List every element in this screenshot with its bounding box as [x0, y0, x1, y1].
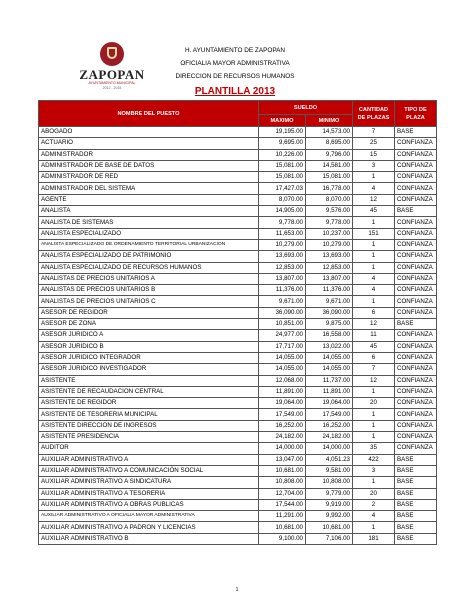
table-row: [39, 375, 437, 386]
municipal-seal-icon: [100, 42, 124, 66]
cell-puesto: ADMINISTRADOR DE RED: [39, 172, 259, 183]
table-row: [39, 228, 437, 239]
cell-puesto: ASISTENTE DIRECCION DE INGRESOS: [39, 420, 259, 431]
cell-sueldo-maximo: 9,695.00: [259, 138, 306, 149]
cell-puesto: ADMINISTRADOR DEL SISTEMA: [39, 183, 259, 194]
cell-tipo: CONFIANZA: [395, 160, 437, 171]
logo-name: ZAPOPAN: [79, 67, 145, 82]
table-row: [39, 172, 437, 183]
cell-sueldo-minimo: 9,778.00: [306, 217, 353, 228]
cell-tipo: CONFIANZA: [395, 409, 437, 420]
table-row: [39, 386, 437, 397]
table-row: [39, 522, 437, 533]
cell-puesto: AUXILIAR ADMINISTRATIVO A PADRON Y LICENCIAS: [39, 522, 259, 533]
cell-sueldo-minimo: 16,252.00: [306, 420, 353, 431]
cell-sueldo-minimo: 4,051.23: [306, 454, 353, 465]
cell-cantidad: 7: [353, 127, 395, 138]
column-header-cantidad: CANTIDAD DE PLAZAS: [353, 101, 395, 127]
header-institution: H. AYUNTAMIENTO DE ZAPOPAN: [184, 47, 285, 54]
cell-sueldo-maximo: 11,291.00: [259, 511, 306, 522]
cell-sueldo-maximo: 10,681.00: [259, 522, 306, 533]
cell-tipo: BASE: [395, 499, 437, 510]
table-row: [39, 127, 437, 138]
cell-sueldo-maximo: 14,055.00: [259, 352, 306, 363]
cell-cantidad: 1: [353, 522, 395, 533]
cell-cantidad: 422: [353, 454, 395, 465]
cell-sueldo-maximo: 36,090.00: [259, 307, 306, 318]
cell-puesto: ASESOR JURIDICO INTEGRADOR: [39, 352, 259, 363]
table-row: [39, 499, 437, 510]
cell-sueldo-maximo: 10,681.00: [259, 465, 306, 476]
cell-sueldo-minimo: 9,875.00: [306, 319, 353, 330]
cell-cantidad: 1: [353, 432, 395, 443]
cell-cantidad: 3: [353, 465, 395, 476]
table-row: [39, 285, 437, 296]
cell-cantidad: 6: [353, 352, 395, 363]
cell-tipo: CONFIANZA: [395, 296, 437, 307]
cell-tipo: CONFIANZA: [395, 149, 437, 160]
cell-tipo: CONFIANZA: [395, 386, 437, 397]
cell-puesto: ADMINISTRADOR: [39, 149, 259, 160]
table-row: [39, 319, 437, 330]
table-row: [39, 454, 437, 465]
cell-cantidad: 35: [353, 443, 395, 454]
cell-sueldo-minimo: 16,558.00: [306, 330, 353, 341]
table-row: [39, 420, 437, 431]
cell-sueldo-minimo: 9,671.00: [306, 296, 353, 307]
cell-cantidad: 151: [353, 228, 395, 239]
cell-puesto: ASISTENTE DE TESORERIA MUNICIPAL: [39, 409, 259, 420]
cell-sueldo-maximo: 11,891.00: [259, 386, 306, 397]
table-row: [39, 443, 437, 454]
cell-tipo: BASE: [395, 319, 437, 330]
cell-sueldo-maximo: 17,544.00: [259, 499, 306, 510]
cell-sueldo-minimo: 14,573.00: [306, 127, 353, 138]
cell-sueldo-minimo: 10,681.00: [306, 522, 353, 533]
cell-puesto: ASESOR JURIDICO A: [39, 330, 259, 341]
cell-puesto: ACTUARIO: [39, 138, 259, 149]
cell-puesto: ASESOR DE ZONA: [39, 319, 259, 330]
cell-puesto: ASESOR JURIDICO INVESTIGADOR: [39, 364, 259, 375]
cell-sueldo-maximo: 11,376.00: [259, 285, 306, 296]
cell-puesto: AUXILIAR ADMINISTRATIVO A COMUNICACIÓN SOCIAL: [39, 465, 259, 476]
table-row: [39, 511, 437, 522]
table-row: [39, 533, 437, 544]
header-department: OFICIALIA MAYOR ADMINISTRATIVA: [180, 60, 290, 67]
cell-sueldo-minimo: 9,581.00: [306, 465, 353, 476]
table-row: [39, 217, 437, 228]
cell-cantidad: 7: [353, 364, 395, 375]
cell-tipo: CONFIANZA: [395, 432, 437, 443]
cell-cantidad: 45: [353, 206, 395, 217]
table-row: [39, 330, 437, 341]
cell-sueldo-minimo: 11,376.00: [306, 285, 353, 296]
cell-sueldo-minimo: 10,237.00: [306, 228, 353, 239]
cell-sueldo-maximo: 11,653.00: [259, 228, 306, 239]
cell-sueldo-minimo: 7,106.00: [306, 533, 353, 544]
cell-sueldo-minimo: 24,182.00: [306, 432, 353, 443]
table-row: [39, 206, 437, 217]
cell-puesto: ANALISTAS DE PRECIOS UNITARIOS A: [39, 273, 259, 284]
cell-puesto: ANALISTA ESPECIALIZADO DE ORDENAMIENTO TERRITORIAL URBANIZACION: [39, 239, 259, 250]
cell-sueldo-minimo: 10,808.00: [306, 477, 353, 488]
table-row: [39, 183, 437, 194]
cell-cantidad: 4: [353, 285, 395, 296]
table-row: [39, 477, 437, 488]
cell-sueldo-maximo: 16,252.00: [259, 420, 306, 431]
cell-tipo: BASE: [395, 511, 437, 522]
cell-cantidad: 15: [353, 149, 395, 160]
cell-sueldo-maximo: 17,549.00: [259, 409, 306, 420]
cell-puesto: AUXILIAR ADMINISTRATIVO A: [39, 454, 259, 465]
table-row: [39, 273, 437, 284]
cell-tipo: CONFIANZA: [395, 262, 437, 273]
cell-puesto: AUXILIAR ADMINISTRATIVO A TESORERIA: [39, 488, 259, 499]
table-row: [39, 398, 437, 409]
cell-cantidad: 20: [353, 398, 395, 409]
cell-puesto: AUXILIAR ADMINISTRATIVO A SINDICATURA: [39, 477, 259, 488]
table-row: [39, 160, 437, 171]
cell-sueldo-minimo: 13,693.00: [306, 251, 353, 262]
cell-sueldo-minimo: 36,090.00: [306, 307, 353, 318]
table-row: [39, 465, 437, 476]
cell-puesto: ADMINISTRADOR DE BASE DE DATOS: [39, 160, 259, 171]
cell-cantidad: 1: [353, 239, 395, 250]
cell-sueldo-minimo: 9,919.00: [306, 499, 353, 510]
logo-years: 2012 - 2015: [102, 86, 122, 90]
table-row: [39, 149, 437, 160]
cell-puesto: AGENTE: [39, 194, 259, 205]
cell-tipo: CONFIANZA: [395, 341, 437, 352]
cell-puesto: ASISTENTE DE REGIDOR: [39, 398, 259, 409]
cell-puesto: ANALISTA: [39, 206, 259, 217]
cell-sueldo-maximo: 8,070.00: [259, 194, 306, 205]
cell-tipo: CONFIANZA: [395, 420, 437, 431]
cell-sueldo-maximo: 24,977.00: [259, 330, 306, 341]
cell-sueldo-maximo: 10,851.00: [259, 319, 306, 330]
cell-sueldo-maximo: 14,905.00: [259, 206, 306, 217]
cell-cantidad: 4: [353, 183, 395, 194]
cell-tipo: BASE: [395, 533, 437, 544]
cell-puesto: ANALISTAS DE PRECIOS UNITARIOS B: [39, 285, 259, 296]
cell-puesto: ANALISTA DE SISTEMAS: [39, 217, 259, 228]
cell-sueldo-minimo: 8,695.00: [306, 138, 353, 149]
cell-puesto: ANALISTA ESPECIALIZADO: [39, 228, 259, 239]
cell-tipo: BASE: [395, 488, 437, 499]
cell-sueldo-maximo: 13,693.00: [259, 251, 306, 262]
cell-sueldo-maximo: 10,808.00: [259, 477, 306, 488]
cell-sueldo-minimo: 15,081.00: [306, 172, 353, 183]
cell-tipo: CONFIANZA: [395, 285, 437, 296]
cell-puesto: ANALISTA ESPECIALIZADO DE PATRIMONIO: [39, 251, 259, 262]
cell-puesto: ASISTENTE: [39, 375, 259, 386]
cell-tipo: CONFIANZA: [395, 217, 437, 228]
cell-sueldo-maximo: 12,068.00: [259, 375, 306, 386]
cell-sueldo-minimo: 14,581.00: [306, 160, 353, 171]
cell-sueldo-minimo: 9,576.00: [306, 206, 353, 217]
cell-puesto: ANALISTAS DE PRECIOS UNITARIOS C: [39, 296, 259, 307]
cell-sueldo-minimo: 9,992.00: [306, 511, 353, 522]
cell-cantidad: 1: [353, 477, 395, 488]
column-header-maximo: MAXIMO: [259, 115, 306, 127]
cell-sueldo-maximo: 12,853.00: [259, 262, 306, 273]
cell-tipo: CONFIANZA: [395, 364, 437, 375]
cell-sueldo-minimo: 19,064.00: [306, 398, 353, 409]
cell-cantidad: 25: [353, 138, 395, 149]
page-number: 1: [235, 587, 239, 593]
cell-cantidad: 4: [353, 273, 395, 284]
column-header-minimo: MINIMO: [306, 115, 353, 127]
cell-sueldo-maximo: 17,717.00: [259, 341, 306, 352]
cell-cantidad: 4: [353, 511, 395, 522]
cell-cantidad: 1: [353, 172, 395, 183]
table-row: [39, 341, 437, 352]
cell-sueldo-maximo: 13,047.00: [259, 454, 306, 465]
cell-sueldo-minimo: 13,807.00: [306, 273, 353, 284]
cell-tipo: CONFIANZA: [395, 172, 437, 183]
table-row: [39, 239, 437, 250]
cell-tipo: CONFIANZA: [395, 330, 437, 341]
cell-puesto: ANALISTA ESPECIALIZADO DE RECURSOS HUMANOS: [39, 262, 259, 273]
cell-tipo: BASE: [395, 477, 437, 488]
cell-puesto: AUDITOR: [39, 443, 259, 454]
cell-cantidad: 2: [353, 499, 395, 510]
cell-cantidad: 11: [353, 330, 395, 341]
cell-sueldo-maximo: 10,279.00: [259, 239, 306, 250]
cell-cantidad: 1: [353, 420, 395, 431]
cell-tipo: CONFIANZA: [395, 375, 437, 386]
cell-sueldo-minimo: 12,853.00: [306, 262, 353, 273]
cell-sueldo-maximo: 9,671.00: [259, 296, 306, 307]
cell-tipo: BASE: [395, 522, 437, 533]
cell-sueldo-maximo: 10,226.00: [259, 149, 306, 160]
cell-sueldo-maximo: 19,064.00: [259, 398, 306, 409]
cell-cantidad: 181: [353, 533, 395, 544]
cell-cantidad: 12: [353, 319, 395, 330]
cell-sueldo-minimo: 17,549.00: [306, 409, 353, 420]
cell-sueldo-maximo: 14,055.00: [259, 364, 306, 375]
cell-cantidad: 45: [353, 341, 395, 352]
cell-sueldo-maximo: 15,081.00: [259, 160, 306, 171]
cell-sueldo-maximo: 12,704.00: [259, 488, 306, 499]
cell-tipo: CONFIANZA: [395, 138, 437, 149]
cell-tipo: CONFIANZA: [395, 183, 437, 194]
cell-cantidad: 1: [353, 217, 395, 228]
cell-tipo: CONFIANZA: [395, 228, 437, 239]
zapopan-logo: [70, 42, 154, 94]
cell-tipo: BASE: [395, 454, 437, 465]
cell-puesto: ASESOR DE REGIDOR: [39, 307, 259, 318]
cell-sueldo-minimo: 11,891.00: [306, 386, 353, 397]
table-row: [39, 194, 437, 205]
cell-sueldo-minimo: 14,000.00: [306, 443, 353, 454]
cell-cantidad: 1: [353, 251, 395, 262]
cell-cantidad: 6: [353, 307, 395, 318]
cell-tipo: BASE: [395, 127, 437, 138]
column-header-puesto: NOMBRE DEL PUESTO: [39, 101, 259, 127]
cell-tipo: BASE: [395, 206, 437, 217]
cell-cantidad: 3: [353, 160, 395, 171]
cell-sueldo-minimo: 16,778.00: [306, 183, 353, 194]
cell-sueldo-maximo: 13,807.00: [259, 273, 306, 284]
cell-tipo: CONFIANZA: [395, 443, 437, 454]
cell-tipo: CONFIANZA: [395, 273, 437, 284]
table-row: [39, 488, 437, 499]
cell-sueldo-minimo: 10,279.00: [306, 239, 353, 250]
cell-cantidad: 1: [353, 262, 395, 273]
logo-subtitle: AYUNTAMIENTO MUNICIPAL: [88, 81, 136, 85]
cell-tipo: BASE: [395, 465, 437, 476]
cell-sueldo-minimo: 14,055.00: [306, 364, 353, 375]
cell-sueldo-minimo: 13,022.00: [306, 341, 353, 352]
cell-cantidad: 1: [353, 409, 395, 420]
header-direction: DIRECCION DE RECURSOS HUMANOS: [175, 73, 295, 80]
cell-cantidad: 12: [353, 375, 395, 386]
cell-puesto: ASISTENTE DE RECAUDACION CENTRAL: [39, 386, 259, 397]
cell-tipo: CONFIANZA: [395, 398, 437, 409]
cell-sueldo-maximo: 24,182.00: [259, 432, 306, 443]
cell-puesto: ASESOR JURIDICO B: [39, 341, 259, 352]
cell-sueldo-minimo: 9,796.00: [306, 149, 353, 160]
table-row: [39, 262, 437, 273]
cell-sueldo-maximo: 19,195.00: [259, 127, 306, 138]
cell-cantidad: 12: [353, 194, 395, 205]
table-row: [39, 352, 437, 363]
table-row: [39, 307, 437, 318]
column-header-tipo: TIPO DE PLAZA: [395, 101, 437, 127]
cell-sueldo-minimo: 14,055.00: [306, 352, 353, 363]
column-header-sueldo: SUELDO: [259, 101, 353, 115]
cell-cantidad: 20: [353, 488, 395, 499]
cell-puesto: ASISTENTE PRESIDENCIA: [39, 432, 259, 443]
plantilla-table: [38, 100, 437, 545]
table-row: [39, 432, 437, 443]
cell-sueldo-maximo: 15,081.00: [259, 172, 306, 183]
table-row: [39, 364, 437, 375]
cell-puesto: AUXILIAR ADMINISTRATIVO B: [39, 533, 259, 544]
cell-puesto: AUXILIAR ADMINISTRATIVO A OBRAS PUBLICAS: [39, 499, 259, 510]
cell-tipo: CONFIANZA: [395, 251, 437, 262]
cell-cantidad: 1: [353, 386, 395, 397]
cell-sueldo-maximo: 9,778.00: [259, 217, 306, 228]
page-title: PLANTILLA 2013: [194, 86, 276, 97]
cell-puesto: ABOGADO: [39, 127, 259, 138]
cell-sueldo-minimo: 9,779.00: [306, 488, 353, 499]
table-row: [39, 251, 437, 262]
table-row: [39, 138, 437, 149]
cell-puesto: AUXILIAR ADMINISTRATIVO A OFICIALIA MAYOR ADMINISTRATIVA: [39, 511, 259, 522]
cell-sueldo-maximo: 14,000.00: [259, 443, 306, 454]
cell-cantidad: 1: [353, 296, 395, 307]
table-row: [39, 409, 437, 420]
cell-sueldo-minimo: 8,070.00: [306, 194, 353, 205]
cell-sueldo-maximo: 9,100.00: [259, 533, 306, 544]
cell-tipo: CONFIANZA: [395, 307, 437, 318]
cell-sueldo-maximo: 17,427.03: [259, 183, 306, 194]
cell-sueldo-minimo: 11,737.00: [306, 375, 353, 386]
cell-tipo: CONFIANZA: [395, 194, 437, 205]
cell-tipo: CONFIANZA: [395, 239, 437, 250]
table-row: [39, 296, 437, 307]
cell-tipo: CONFIANZA: [395, 352, 437, 363]
